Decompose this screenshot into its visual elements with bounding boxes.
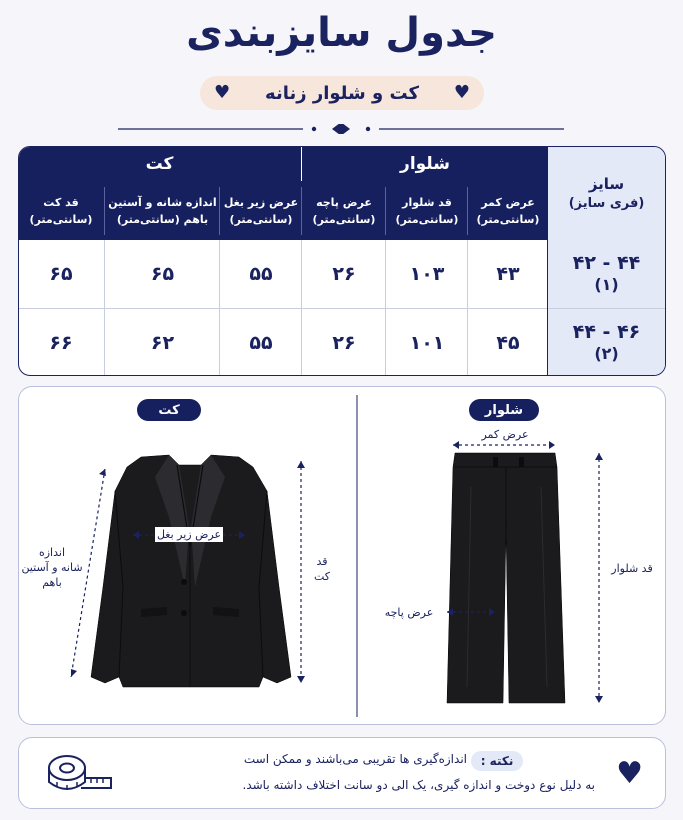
- note-line-2: به دلیل نوع دوخت و اندازه گیری، یک الی دو سانت اختلاف داشته باشد.: [242, 778, 595, 792]
- column-header: قد شلوار (سانتی‌متر): [386, 181, 468, 240]
- heart-icon: ♥: [214, 82, 231, 103]
- note-badge: نکته :: [471, 751, 523, 771]
- jacket-image: [91, 455, 291, 687]
- pants-length-label: قد شلوار: [611, 562, 653, 575]
- column-header: اندازه شانه و آستین باهم (سانتی‌متر): [105, 181, 220, 240]
- chest-width-label: عرض زیر بغل: [156, 528, 222, 541]
- table-cell: ۱۰۱: [409, 331, 445, 354]
- column-divider: [385, 240, 386, 376]
- size-table: [18, 146, 666, 376]
- pants-image: [447, 453, 565, 703]
- diamond-divider: [118, 124, 564, 134]
- column-divider: [301, 187, 302, 235]
- column-divider: [301, 240, 302, 376]
- column-divider: [467, 240, 468, 376]
- table-cell: ۶۶: [49, 331, 73, 354]
- column-divider: [104, 187, 105, 235]
- column-divider: [385, 187, 386, 235]
- table-cell: ۲۶: [332, 331, 356, 354]
- jacket-tag: کت: [137, 399, 201, 421]
- page-title: جدول سایزبندی: [186, 10, 497, 56]
- measurement-panel: [18, 386, 666, 725]
- table-cell: ۵۵: [249, 263, 273, 285]
- hem-width-label: عرض پاچه: [384, 606, 434, 619]
- group-header-jacket: کت: [18, 147, 302, 181]
- column-divider: [219, 187, 220, 235]
- note-line-1: اندازه‌گیری ها تقریبی می‌باشند و ممکن است: [243, 752, 467, 766]
- column-divider: [104, 240, 105, 376]
- column-divider: [219, 240, 220, 376]
- pants-tag: شلوار: [469, 399, 539, 421]
- column-header: عرض کمر (سانتی‌متر): [468, 181, 548, 240]
- table-cell: ۲۶: [332, 263, 356, 285]
- subtitle: کت و شلوار زنانه: [265, 82, 419, 104]
- group-header-pants: شلوار: [302, 147, 548, 181]
- table-cell: ۵۵: [249, 331, 273, 354]
- heart-icon: ♥: [616, 756, 643, 791]
- subtitle-pill: [200, 76, 484, 110]
- waist-width-label: عرض کمر: [481, 428, 529, 441]
- size-header: سایز (فری سایز): [548, 147, 665, 240]
- shoulder-sleeve-label: اندازه شانه و آستین باهم: [21, 546, 83, 589]
- measuring-tape-icon: [45, 748, 115, 800]
- garment-illustration: [19, 387, 667, 726]
- column-divider: [467, 187, 468, 235]
- column-header: عرض پاچه (سانتی‌متر): [302, 181, 386, 240]
- heart-icon: ♥: [453, 82, 470, 103]
- column-header: قد کت (سانتی‌متر): [18, 181, 105, 240]
- table-cell: ۴۳: [496, 263, 520, 285]
- size-cell: ۴۶ - ۴۴ (۲): [548, 308, 665, 376]
- jacket-length-label: قد کت: [313, 555, 331, 583]
- table-cell: ۶۲: [150, 331, 175, 354]
- row-divider: [18, 308, 665, 309]
- column-header: عرض زیر بغل (سانتی‌متر): [220, 181, 302, 240]
- size-cell: ۴۴ - ۴۲ (۱): [548, 240, 665, 308]
- column-divider: [547, 240, 548, 376]
- column-divider: [301, 147, 302, 181]
- table-cell: ۴۵: [496, 331, 520, 354]
- table-cell: ۱۰۳: [409, 263, 445, 285]
- table-cell: ۶۵: [150, 263, 175, 285]
- note-box: [18, 737, 666, 809]
- table-cell: ۶۵: [49, 263, 73, 285]
